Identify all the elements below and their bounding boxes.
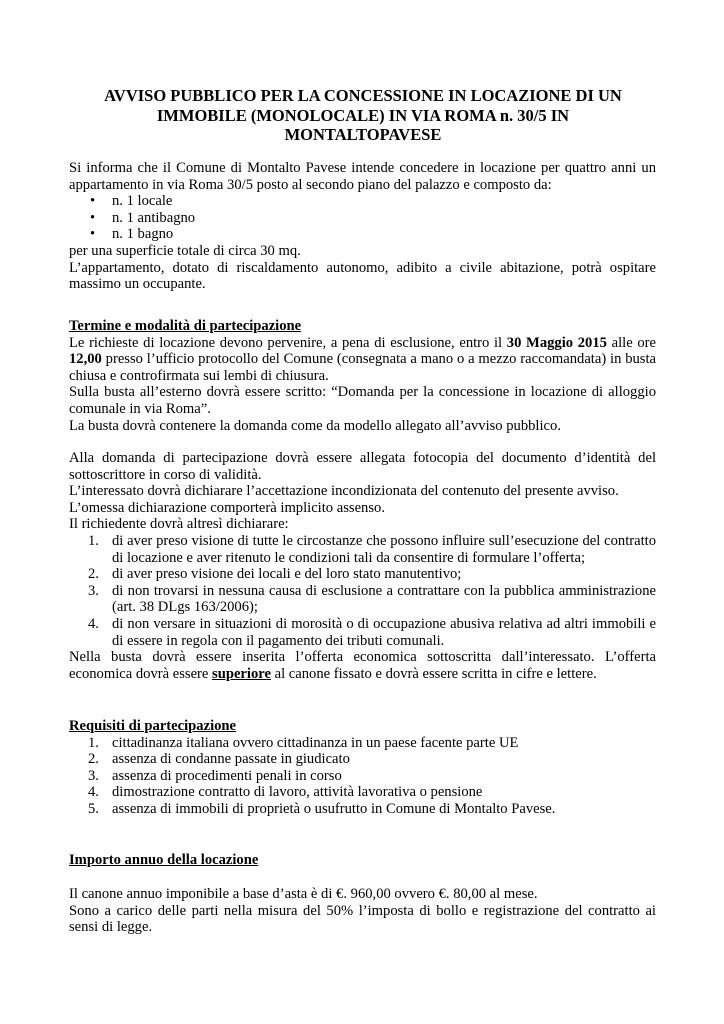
omission-text: L’omessa dichiarazione comporterà implicito assenso. bbox=[69, 499, 385, 516]
list-item: 4. di non versare in situazioni di morosità o di occupazione abusiva relativa ad altri immobili e di essere in regola con il pagamento dei tributi comunali. bbox=[88, 615, 656, 649]
list-item: 1. di aver preso visione di tutte le circostanze che possono influire sull’esecuzione del contratto di locazione e aver ritenuto le condizioni tali da consentire di formulare l’offerta; bbox=[88, 532, 656, 566]
termine-section bbox=[69, 318, 656, 434]
page-title bbox=[70, 86, 656, 145]
offer-paragraph: Nella busta dovrà essere inserita l’offerta economica sottoscritta dall’interessato. L’offerta economica dovrà essere superiore al canone fissato e dovrà essere scritta in cifre e lettere. bbox=[69, 649, 656, 682]
list-item: 3. assenza di procedimenti penali in corso bbox=[88, 767, 342, 784]
list-item: 2. di aver preso visione dei locali e del loro stato manutentivo; bbox=[88, 566, 462, 583]
title-line-2: IMMOBILE (MONOLOCALE) IN VIA ROMA n. 30/5 IN bbox=[156, 105, 570, 125]
rent-amount-text: Il canone annuo imponibile a base d’asta è di €. 960,00 ovvero €. 80,00 al mese. bbox=[69, 886, 538, 902]
section-heading-importo: Importo annuo della locazione bbox=[69, 852, 259, 868]
title-line-1: AVVISO PUBBLICO PER LA CONCESSIONE IN LOCAZIONE DI UN bbox=[104, 86, 622, 105]
intro-paragraph: Si informa che il Comune di Montalto Pavese intende concedere in locazione per quattro anni un appartamento in via Roma 30/5 posto al secondo piano del palazzo e composto da: bbox=[69, 160, 656, 193]
declare-intro-text: Il richiedente dovrà altresì dichiarare: bbox=[69, 516, 289, 533]
declarations-section bbox=[69, 450, 656, 682]
list-item: 4. dimostrazione contratto di lavoro, attività lavorativa o pensione bbox=[88, 784, 483, 801]
surface-text: per una superficie totale di circa 30 mq. bbox=[69, 242, 301, 259]
id-document-paragraph: Alla domanda di partecipazione dovrà essere allegata fotocopia del documento d’identità del sottoscrittore in corso di validità. bbox=[69, 450, 656, 483]
deadline-date: 30 Maggio 2015 bbox=[506, 334, 607, 351]
deadline-time: 12,00 bbox=[69, 351, 102, 368]
requisiti-section bbox=[69, 718, 656, 818]
title-line-3: MONTALTOPAVESE bbox=[284, 125, 442, 144]
bullet-icon: • bbox=[90, 209, 96, 226]
bullet-icon: • bbox=[90, 226, 96, 243]
section-heading-termine: Termine e modalità di partecipazione bbox=[69, 318, 302, 334]
bullet-item: • n. 1 antibagno bbox=[90, 209, 196, 226]
tax-paragraph: Sono a carico delle parti nella misura del 50% l’imposta di bollo e registrazione del contratto ai sensi di legge. bbox=[69, 902, 656, 936]
deadline-paragraph: Le richieste di locazione devono pervenire, a pena di esclusione, entro il 30 Maggio 2015 alle ore 12,00 presso l’ufficio protocollo del Comune (consegnata a mano o a mezzo raccomandata) in busta chiusa e controfirmata sui lembi di chiusura. bbox=[69, 334, 656, 384]
envelope-content-text: La busta dovrà contenere la domanda come da modello allegato all’avviso pubblico. bbox=[69, 417, 561, 434]
acceptance-text: L’interessato dovrà dichiarare l’accettazione incondizionata del contenuto del presente avviso. bbox=[69, 483, 619, 500]
bullet-item: • n. 1 locale bbox=[90, 193, 173, 210]
apartment-description: L’appartamento, dotato di riscaldamento autonomo, adibito a civile abitazione, potrà ospitare massimo un occupante. bbox=[69, 259, 656, 293]
section-heading-requisiti: Requisiti di partecipazione bbox=[69, 718, 237, 734]
intro-section bbox=[69, 160, 656, 293]
list-item: 5. assenza di immobili di proprietà o usufrutto in Comune di Montalto Pavese. bbox=[88, 800, 556, 817]
list-item: 1. cittadinanza italiana ovvero cittadinanza in un paese facente parte UE bbox=[88, 734, 519, 751]
superiore-emphasis: superiore bbox=[212, 665, 271, 682]
importo-section bbox=[69, 852, 656, 869]
list-item: 2. assenza di condanne passate in giudicato bbox=[88, 751, 350, 768]
importo-body bbox=[69, 886, 656, 936]
bullet-item: • n. 1 bagno bbox=[90, 226, 174, 243]
bullet-icon: • bbox=[90, 193, 96, 210]
envelope-paragraph: Sulla busta all’esterno dovrà essere scritto: “Domanda per la concessione in locazione di alloggio comunale in via Roma”. bbox=[69, 384, 656, 417]
list-item: 3. di non trovarsi in nessuna causa di esclusione a contrattare con la pubblica amministrazione (art. 38 DLgs 163/2006); bbox=[88, 582, 656, 616]
